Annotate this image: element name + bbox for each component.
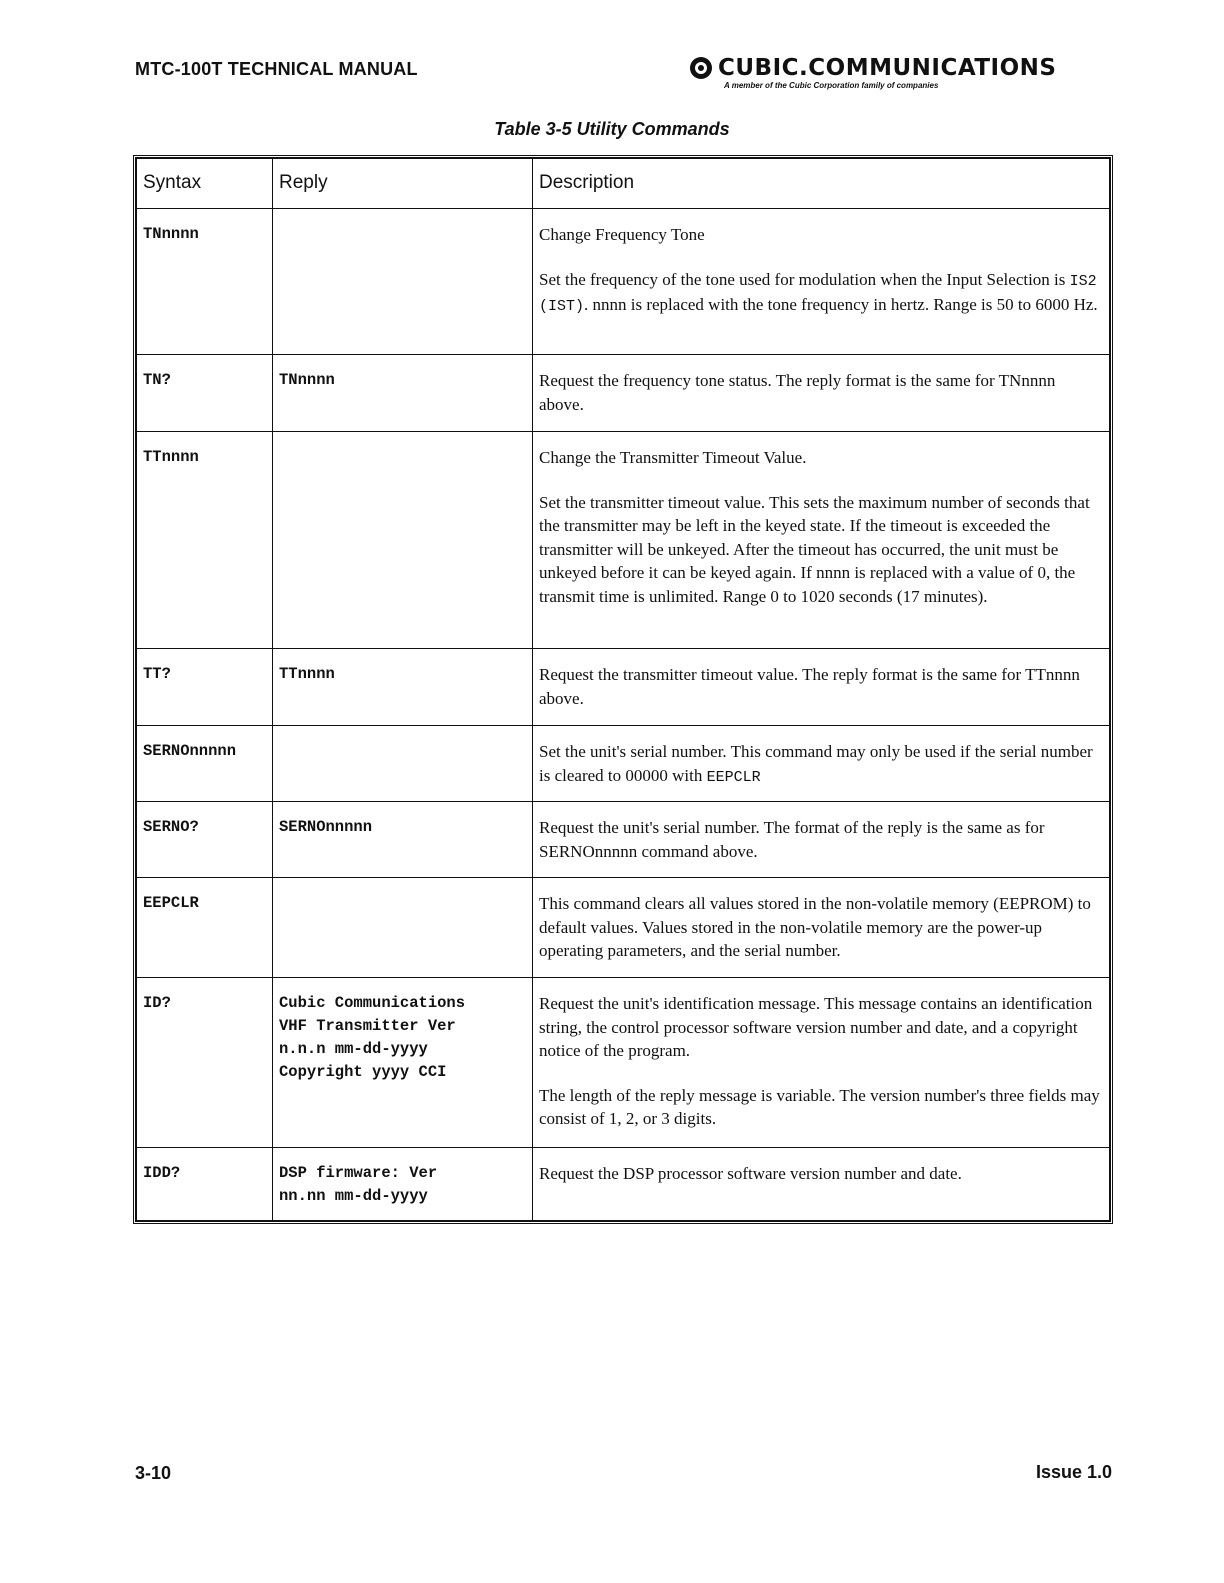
issue-label: Issue 1.0 bbox=[1036, 1462, 1113, 1482]
table-caption: Table 3-5 Utility Commands bbox=[494, 119, 730, 139]
syntax-cell: TTnnnn bbox=[137, 432, 273, 649]
description-text: Set the unit's serial number. This command may only be used if the serial number is cleared to 00000 with EEPCLR bbox=[539, 742, 1093, 786]
reply-cell bbox=[273, 878, 533, 978]
description-cell bbox=[533, 726, 1110, 802]
table-row bbox=[137, 355, 1110, 432]
syntax-cell: TN? bbox=[137, 355, 273, 432]
table-row bbox=[137, 649, 1110, 726]
reply-cell bbox=[273, 726, 533, 802]
description-cell bbox=[533, 978, 1110, 1148]
table-row bbox=[137, 1148, 1110, 1221]
reply-cell bbox=[273, 432, 533, 649]
company-logo bbox=[690, 56, 1130, 90]
table-row bbox=[137, 726, 1110, 802]
syntax-cell: TT? bbox=[137, 649, 273, 726]
brand-name: CUBIC.COMMUNICATIONS bbox=[718, 55, 1057, 81]
description-cell bbox=[533, 1148, 1110, 1221]
reply-cell: TTnnnn bbox=[273, 649, 533, 726]
reply-cell: SERNOnnnnn bbox=[273, 802, 533, 878]
description-cell bbox=[533, 209, 1110, 355]
syntax-cell: EEPCLR bbox=[137, 878, 273, 978]
description-cell bbox=[533, 802, 1110, 878]
table-row bbox=[137, 978, 1110, 1148]
manual-title: MTC-100T TECHNICAL MANUAL bbox=[135, 59, 418, 79]
reply-cell: TNnnnn bbox=[273, 355, 533, 432]
table-row bbox=[137, 432, 1110, 649]
table-row bbox=[137, 878, 1110, 978]
description-text: Request the unit's serial number. The format of the reply is the same as for SERNOnnnnn command above. bbox=[539, 818, 1045, 861]
brand-tagline: A member of the Cubic Corporation family of companies bbox=[724, 81, 939, 90]
description-text: This command clears all values stored in the non-volatile memory (EEPROM) to default values. Values stored in the non-volatile memory are the power-up operating parameters, and the serial number. bbox=[539, 894, 1091, 960]
description-text: Set the transmitter timeout value. This sets the maximum number of seconds that the transmitter may be left in the keyed state. If the timeout is exceeded the transmitter will be unkeyed. After the timeout has occurred, the unit must be unkeyed before it can be keyed again. If nnnn is replaced with a value of 0, the transmit time is unlimited. Range 0 to 1020 seconds (17 minutes). bbox=[539, 492, 1090, 606]
cubic-globe-icon bbox=[690, 57, 712, 79]
table-row bbox=[137, 802, 1110, 878]
utility-commands-table bbox=[133, 155, 1113, 1224]
syntax-cell: ID? bbox=[137, 978, 273, 1148]
description-text: The length of the reply message is variable. The version number's three fields may consist of 1, 2, or 3 digits. bbox=[539, 1085, 1100, 1128]
reply-cell: DSP firmware: Ver nn.nn mm-dd-yyyy bbox=[273, 1148, 533, 1221]
description-heading: Change Frequency Tone bbox=[539, 225, 705, 244]
reply-cell: Cubic Communications VHF Transmitter Ver n.n.n mm-dd-yyyy Copyright yyyy CCI bbox=[273, 978, 533, 1148]
description-text: Request the unit's identification message. This message contains an identification string, the control processor software version number and date, and a copyright notice of the program. bbox=[539, 994, 1093, 1060]
column-header-reply: Reply bbox=[273, 159, 533, 209]
column-header-syntax: Syntax bbox=[137, 159, 273, 209]
syntax-cell: SERNOnnnnn bbox=[137, 726, 273, 802]
description-text: Request the transmitter timeout value. The reply format is the same for TTnnnn above. bbox=[539, 665, 1080, 708]
syntax-cell: SERNO? bbox=[137, 802, 273, 878]
syntax-cell: IDD? bbox=[137, 1148, 273, 1221]
description-text: Set the frequency of the tone used for modulation when the Input Selection is IS2 (IST). nnnn is replaced with the tone frequency in hertz. Range is 50 to 6000 Hz. bbox=[539, 269, 1098, 315]
page-number: 3-10 bbox=[135, 1463, 172, 1483]
table-row bbox=[137, 209, 1110, 355]
description-text: Request the DSP processor software version number and date. bbox=[539, 1164, 962, 1183]
description-cell bbox=[533, 878, 1110, 978]
syntax-cell: TNnnnn bbox=[137, 209, 273, 355]
table-header-row bbox=[137, 159, 1110, 209]
column-header-description: Description bbox=[533, 159, 1110, 209]
description-cell bbox=[533, 649, 1110, 726]
description-cell bbox=[533, 432, 1110, 649]
description-heading: Change the Transmitter Timeout Value. bbox=[539, 448, 807, 467]
description-cell bbox=[533, 355, 1110, 432]
reply-cell bbox=[273, 209, 533, 355]
description-text: Request the frequency tone status. The reply format is the same for TNnnnn above. bbox=[539, 371, 1056, 414]
